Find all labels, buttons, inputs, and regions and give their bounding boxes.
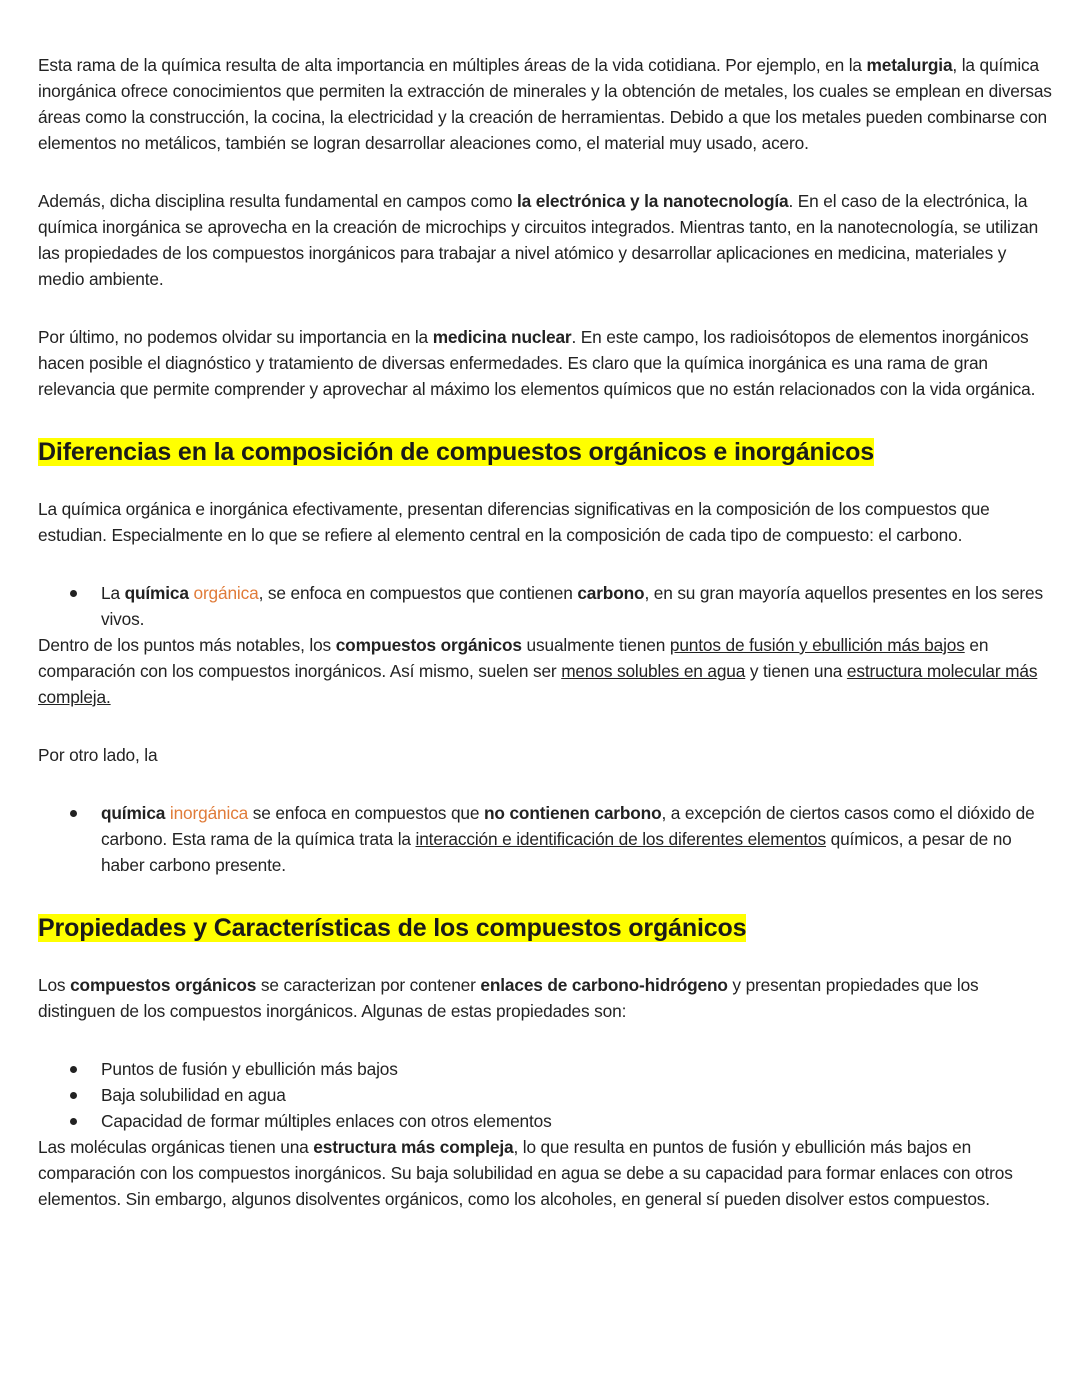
heading-text: Diferencias en la composición de compuestos orgánicos e inorgánicos [38,438,875,466]
paragraph [38,52,1053,156]
text: . En el caso de la electrónica, la química inorgánica se aprovecha en la creación de microchips y circuitos integrados. Mientras tanto, en la nanotecnología, se utilizan las propiedades de los compuestos inorgánicos para trabajar a nivel atómico y desarrollar aplicaciones en medicina, materiales y medio ambiente. [38,191,1039,289]
text: Los [38,975,71,995]
underlined-text: puntos de fusión y ebullición más bajos [669,635,965,655]
paragraph [38,972,1053,1024]
paragraph [38,324,1053,402]
text: Dentro de los puntos más notables, los [38,635,336,655]
list-item [101,1108,1053,1134]
paragraph [38,742,1053,768]
text: , la química inorgánica ofrece conocimientos que permiten la extracción de minerales y la obtención de metales, los cuales se emplean en diversas áreas como la construcción, la cocina, la electricidad y la creación de herramientas. Debido a que los metales pueden combinarse con elementos no metálicos, también se logran desarrollar aleaciones como, el material muy usado, acero. [38,55,1052,153]
highlighted-heading-text [38,438,874,466]
bold-text: no contienen carbono [483,803,662,823]
bullet-list [38,580,1053,632]
list-item [101,1056,1053,1082]
text: químicos, a pesar de no haber carbono presente. [101,829,1012,875]
text: Puntos de fusión y ebullición más bajos [101,1059,398,1079]
underlined-text: menos solubles en agua [561,661,746,681]
bold-text: estructura más compleja [313,1137,514,1157]
text: Además, dicha disciplina resulta fundamental en campos como [38,191,517,211]
text: se enfoca en compuestos que [248,803,484,823]
text: La química orgánica e inorgánica efectivamente, presentan diferencias significativas en la composición de los compuestos que estudian. Especialmente en lo que se refiere al elemento central en la composición de cada tipo de compuesto: el carbono. [38,499,990,545]
bold-text: química [101,803,170,823]
bold-text: enlaces de carbono-hidrógeno [480,975,728,995]
text: Esta rama de la química resulta de alta importancia en múltiples áreas de la vida cotidiana. Por ejemplo, en la [38,55,867,75]
text: se caracterizan por contener [256,975,481,995]
text: en comparación con los compuestos inorgánicos. Así mismo, suelen ser [38,635,989,681]
text: Por otro lado, la [38,745,158,765]
highlighted-heading-text [38,914,746,942]
bold-text: metalurgia [866,55,953,75]
section-heading [38,434,1053,470]
text: Baja solubilidad en agua [101,1085,286,1105]
bold-text: química [124,583,194,603]
document-body [38,52,1053,1244]
bold-text: la electrónica y la nanotecnología [516,191,789,211]
paragraph [38,496,1053,548]
text: Capacidad de formar múltiples enlaces con otros elementos [101,1111,552,1131]
list-item [101,800,1053,878]
text: y tienen una [745,661,847,681]
text: y presentan propiedades que los distinguen de los compuestos inorgánicos. Algunas de estas propiedades son: [38,975,979,1021]
text: , se enfoca en compuestos que contienen [258,583,578,603]
bold-text: compuestos orgánicos [335,635,522,655]
bullet-list [38,800,1053,878]
paragraph [38,632,1053,710]
text: Las moléculas orgánicas tienen una [38,1137,314,1157]
paragraph [38,1134,1053,1212]
heading-text: Propiedades y Características de los compuestos orgánicos [38,914,747,942]
text: , lo que resulta en puntos de fusión y ebullición más bajos en comparación con los compuestos inorgánicos. Su baja solubilidad en agua se debe a su capacidad para formar enlaces con otros elementos. Sin embargo, algunos disolventes orgánicos, como los alcoholes, en general sí pueden disolver estos compuestos. [38,1137,1013,1209]
section-heading [38,910,1053,946]
bold-text: medicina nuclear [432,327,572,347]
underlined-text: estructura molecular más compleja. [38,661,1038,707]
bullet-list [38,1056,1053,1134]
underlined-text: interacción e identificación de los diferentes elementos [415,829,826,849]
accent-text: orgánica [193,583,259,603]
list-item [101,1082,1053,1108]
list-item [101,580,1053,632]
text: , en su gran mayoría aquellos presentes en los seres vivos. [101,583,1043,629]
bold-text: carbono [577,583,645,603]
text: , a excepción de ciertos casos como el dióxido de carbono. Esta rama de la química trata la [101,803,1035,849]
text: . En este campo, los radioisótopos de elementos inorgánicos hacen posible el diagnóstico y tratamiento de diversas enfermedades. Es claro que la química inorgánica es una rama de gran relevancia que permite comprender y aprovechar al máximo los elementos químicos que no están relacionados con la vida orgánica. [38,327,1036,399]
text: usualmente tienen [521,635,670,655]
bold-text: compuestos orgánicos [70,975,257,995]
paragraph [38,188,1053,292]
accent-text: inorgánica [169,803,249,823]
text: La [101,583,125,603]
text: Por último, no podemos olvidar su importancia en la [38,327,433,347]
